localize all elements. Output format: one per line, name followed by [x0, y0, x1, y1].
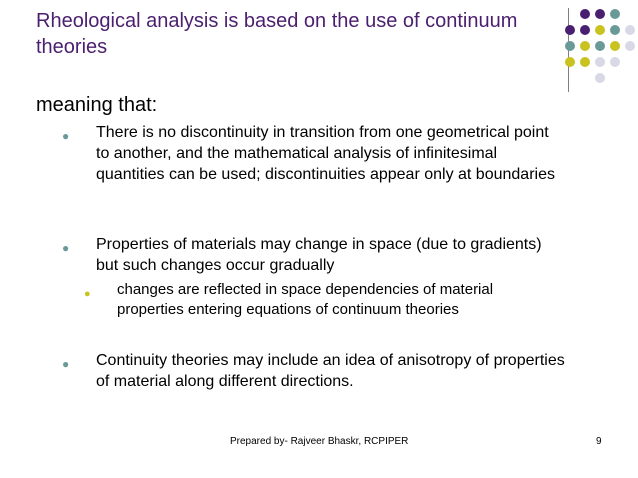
bullet-item: There is no discontinuity in transition from one geometrical point to another, and the mathematical analysis of infinitesimal quantities can be used; discontinuities appear only at boundaries	[96, 124, 555, 183]
bullet-item: Properties of materials may change in space (due to gradients) but such changes occur gradually	[96, 236, 542, 274]
bullet-dot: ●	[62, 129, 70, 143]
bullet-dot: ●	[62, 241, 70, 255]
page-number: 9	[596, 436, 602, 447]
footer-credit: Prepared by- Rajveer Bhaskr, RCPIPER	[230, 436, 409, 447]
decorative-dot-grid	[0, 0, 638, 100]
slide-title: Rheological analysis is based on the use of continuum theories	[36, 10, 518, 58]
bullet-dot: ●	[62, 357, 70, 371]
subbullet-dot: ●	[84, 288, 91, 300]
subbullet-item: changes are reflected in space dependencies of material properties entering equations of continuum theories	[117, 281, 494, 318]
bullet-item: Continuity theories may include an idea of anisotropy of properties of material along different directions.	[96, 352, 565, 390]
lead-text: meaning that:	[36, 94, 158, 116]
